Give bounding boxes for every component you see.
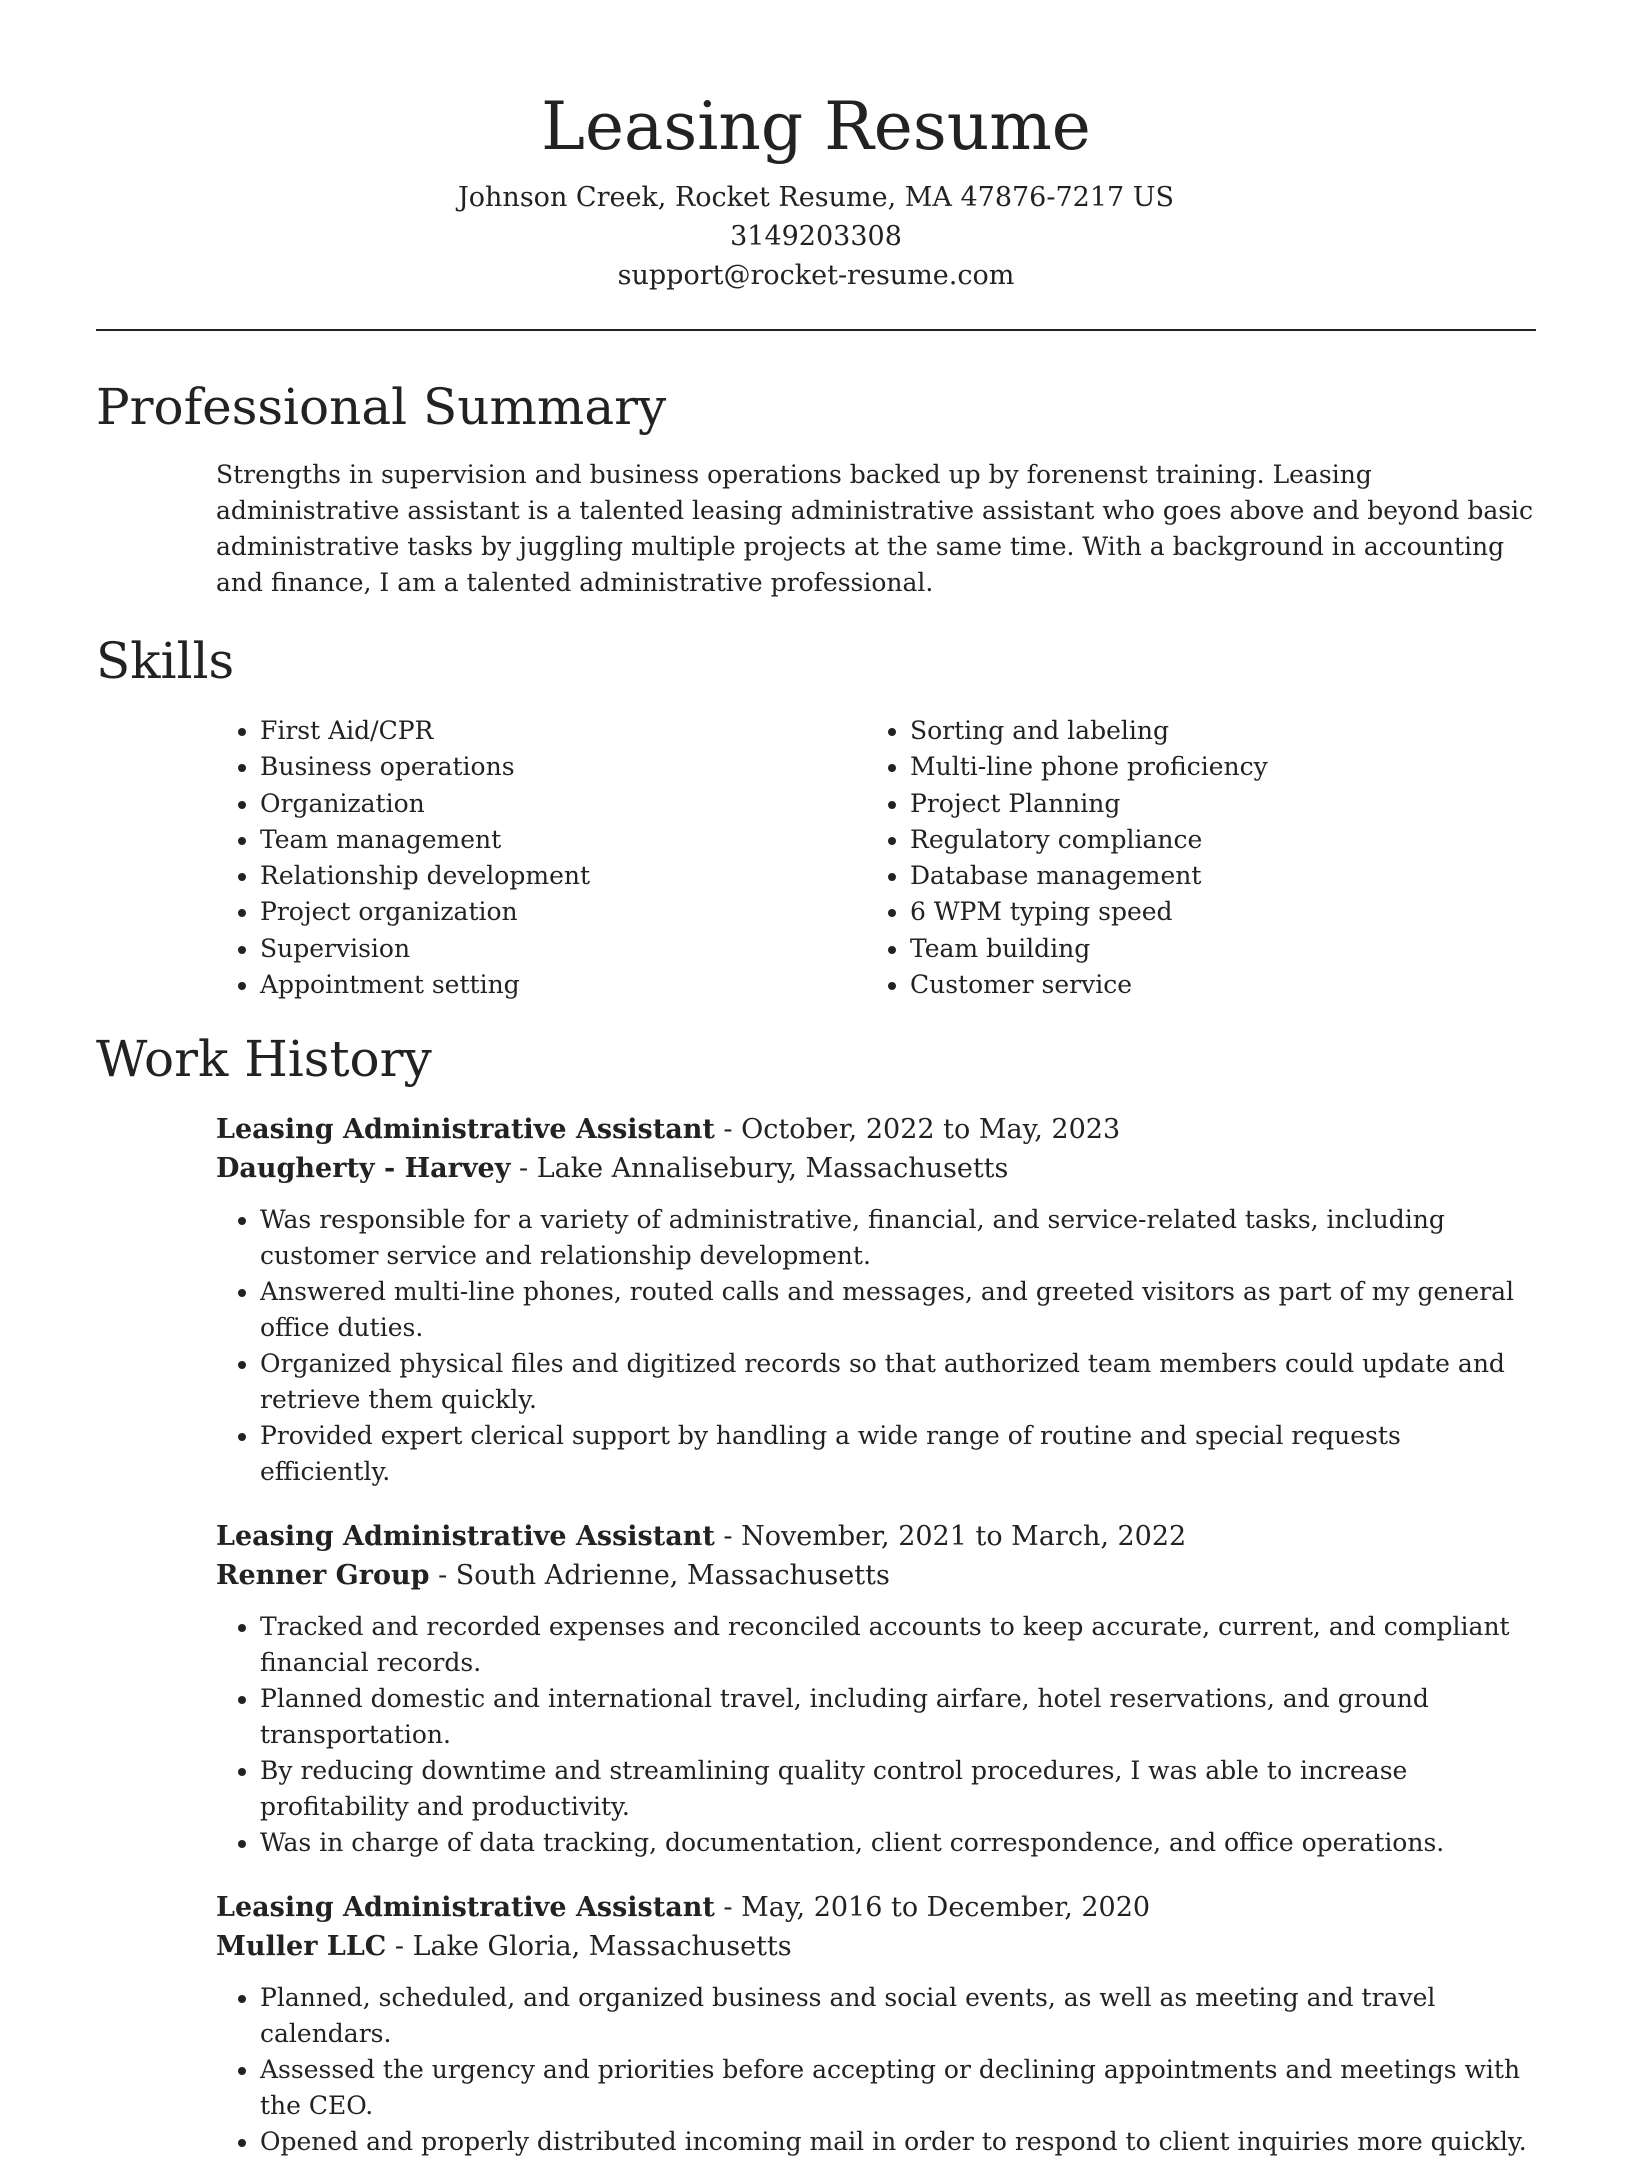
header-divider [96, 329, 1536, 331]
job-bullet: • Answered multi-line phones, routed calls and messages, and greeted visitors as part of my general office duties. [260, 1274, 1536, 1346]
job-role-line [216, 1518, 1536, 1557]
contact-phone: 3149203308 [730, 221, 902, 252]
job-role: Leasing Administrative Assistant [216, 1114, 715, 1146]
job-company-line [216, 1150, 1536, 1189]
skill-item: • First Aid/CPR [260, 713, 866, 749]
job-location: - Lake Gloria, Massachusetts [386, 1930, 792, 1962]
skill-item: • Relationship development [260, 858, 866, 894]
work-history-heading: Work History [96, 1030, 432, 1089]
job-entry [216, 1111, 1536, 1490]
job-bullets [216, 1609, 1536, 1861]
contact-info [96, 178, 1536, 295]
job-location: - Lake Annalisebury, Massachusetts [510, 1152, 1009, 1184]
job-bullet: • Planned domestic and international travel, including airfare, hotel reservations, and ground transportation. [260, 1681, 1536, 1753]
resume-page [96, 0, 1536, 2160]
skills-column-right [866, 713, 1516, 1003]
skills-list [216, 713, 1536, 1003]
skill-item: • Business operations [260, 749, 866, 785]
job-role: Leasing Administrative Assistant [216, 1521, 715, 1553]
job-bullet: • Tracked and recorded expenses and reconciled accounts to keep accurate, current, and compliant financial records. [260, 1609, 1536, 1681]
skill-item: • Customer service [910, 967, 1516, 1003]
job-company-line [216, 1557, 1536, 1596]
job-bullets [216, 1202, 1536, 1490]
job-entry [216, 1518, 1536, 1861]
skill-item: • 6 WPM typing speed [910, 894, 1516, 930]
summary-text: Strengths in supervision and business operations backed up by forenenst training. Leasing administrative assistant is a talented leasing administrative assistant who goes above and beyond basic administrative tasks by juggling multiple projects at the same time. With a background in accounting and finance, I am a talented administrative professional. [216, 460, 1534, 597]
job-bullet: • Assessed the urgency and priorities before accepting or declining appointments and meetings with the CEO. [260, 2052, 1536, 2124]
job-bullet: • Opened and properly distributed incoming mail in order to respond to client inquiries more quickly. [260, 2124, 1536, 2160]
job-entry [216, 1889, 1536, 2160]
contact-address: Johnson Creek, Rocket Resume, MA 47876-7217 US [457, 182, 1175, 213]
job-bullet: • Organized physical files and digitized records so that authorized team members could update and retrieve them quickly. [260, 1346, 1536, 1418]
skill-item: • Appointment setting [260, 967, 866, 1003]
job-bullet: • Provided expert clerical support by handling a wide range of routine and special requests efficiently. [260, 1418, 1536, 1490]
job-company: Muller LLC [216, 1930, 387, 1962]
skill-item: • Supervision [260, 931, 866, 967]
contact-email: support@rocket-resume.com [617, 260, 1015, 291]
skill-item: • Team management [260, 822, 866, 858]
skill-item: • Multi-line phone proficiency [910, 749, 1516, 785]
skill-item: • Database management [910, 858, 1516, 894]
skill-item: • Project Planning [910, 786, 1516, 822]
job-dates: - October, 2022 to May, 2023 [714, 1114, 1121, 1146]
job-role: Leasing Administrative Assistant [216, 1892, 715, 1924]
skills-heading: Skills [96, 632, 235, 690]
skill-item: • Team building [910, 931, 1516, 967]
skill-item: • Regulatory compliance [910, 822, 1516, 858]
job-company-line [216, 1928, 1536, 1967]
job-company: Daugherty - Harvey [216, 1152, 511, 1184]
job-role-line [216, 1111, 1536, 1150]
summary-heading: Professional Summary [96, 378, 667, 436]
job-dates: - November, 2021 to March, 2022 [714, 1521, 1187, 1553]
job-role-line [216, 1889, 1536, 1928]
skills-column-left [216, 713, 866, 1003]
job-dates: - May, 2016 to December, 2020 [714, 1892, 1151, 1924]
job-bullet: • Planned, scheduled, and organized business and social events, as well as meeting and travel calendars. [260, 1980, 1536, 2052]
resume-header [96, 0, 1536, 295]
skill-item: • Organization [260, 786, 866, 822]
skill-item: • Sorting and labeling [910, 713, 1516, 749]
job-bullet: • Was in charge of data tracking, documentation, client correspondence, and office operations. [260, 1825, 1536, 1861]
job-location: - South Adrienne, Massachusetts [429, 1559, 890, 1591]
job-bullets [216, 1980, 1536, 2160]
resume-title: Leasing Resume [541, 88, 1091, 165]
job-company: Renner Group [216, 1559, 430, 1591]
skill-item: • Project organization [260, 894, 866, 930]
job-bullet: • By reducing downtime and streamlining quality control procedures, I was able to increase profitability and productivity. [260, 1753, 1536, 1825]
job-bullet: • Was responsible for a variety of administrative, financial, and service-related tasks, including customer service and relationship development. [260, 1202, 1536, 1274]
